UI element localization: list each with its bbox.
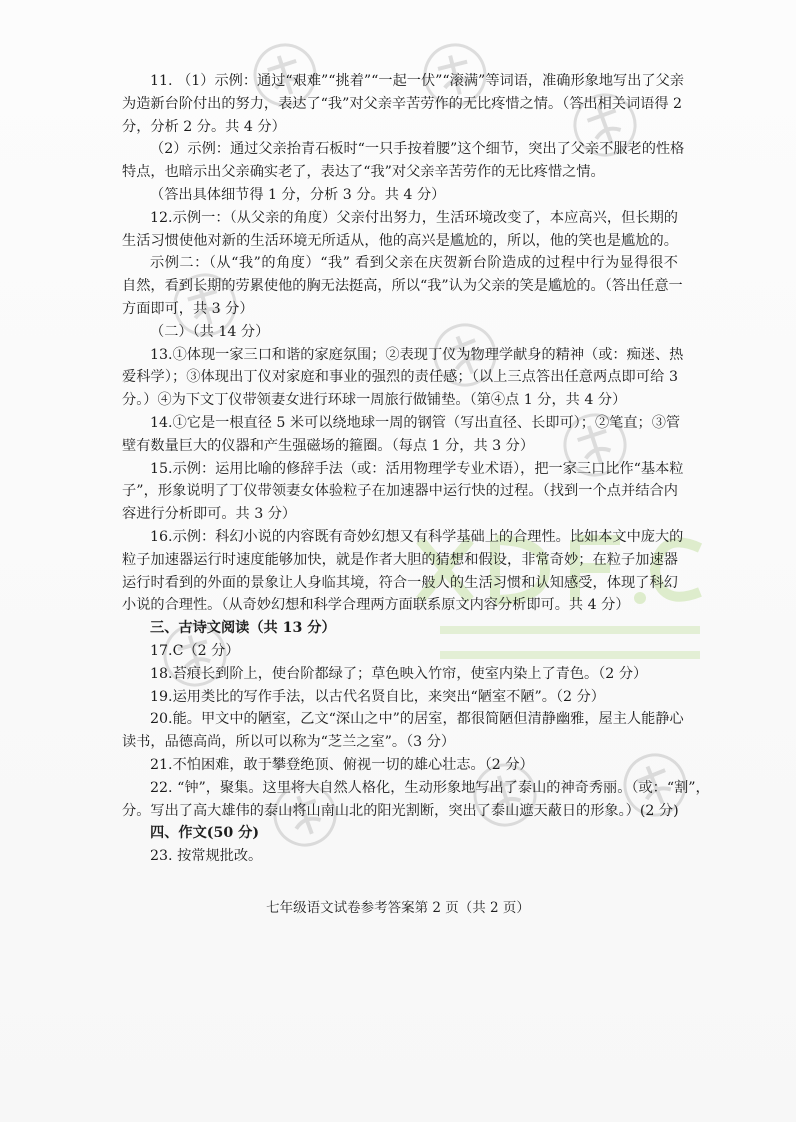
text-line: 为造新台阶付出的努力，表达了“我”对父亲辛苦劳作的无比疼惜之情。（答出相关词语得 2 bbox=[122, 95, 683, 112]
answer-content bbox=[122, 70, 710, 868]
text-line: 壁有数量巨大的仪器和产生强磁场的箍圈。（每点 1 分，共 3 分） bbox=[122, 437, 535, 454]
text-line: 爱科学）；③体现出丁仪对家庭和事业的强烈的责任感；（以上三点答出任意两点即可给 3 bbox=[122, 369, 678, 386]
answer-q22 bbox=[122, 777, 710, 823]
answer-q19: 19.运用类比的写作手法，以古代名贤自比，来突出“陋室不陋”。（2 分） bbox=[150, 688, 605, 705]
answer-q20 bbox=[122, 708, 684, 754]
text-line: 13.①体现一家三口和谐的家庭氛围；②表现丁仪为物理学献身的精神（或：痴迷、热 bbox=[150, 346, 684, 363]
text-line: 生活习惯使他对新的生活环境无所适从，他的高兴是尴尬的，所以，他的笑也是尴尬的。 bbox=[122, 232, 678, 249]
answer-q14 bbox=[122, 412, 681, 458]
text-line: 分。写出了高大雄伟的泰山将山南山北的阳光割断，突出了泰山遮天蔽日的形象。）(2 分) bbox=[122, 802, 679, 819]
answer-q17: 17.C（2 分） bbox=[150, 642, 240, 659]
text-line: 14.①它是一根直径 5 米可以绕地球一周的钢管（写出直径、长即可）；②笔直；③管 bbox=[150, 414, 681, 431]
text-line: 容进行分析即可。共 3 分） bbox=[122, 506, 297, 523]
text-line: 自然，看到长期的劳累使他的胸无法挺高，所以“我”认为父亲的笑是尴尬的。（答出任意一 bbox=[122, 278, 683, 295]
answer-q12-example2 bbox=[122, 252, 683, 320]
text-line: 小说的合理性。（从奇妙幻想和科学合理两方面联系原文内容分析即可。共 4 分） bbox=[122, 597, 630, 614]
text-line: 20.能。甲文中的陋室，乙文“深山之中”的居室，都很简陋但清静幽雅，屋主人能静心 bbox=[150, 711, 684, 728]
answer-q13 bbox=[122, 344, 684, 412]
text-line: （2）示例：通过父亲抬青石板时“一只手按着腰”这个细节，突出了父亲不服老的性格 bbox=[150, 141, 685, 158]
text-line: 子”，形象说明了丁仪带领妻女体验粒子在加速器中运行快的过程。（找到一个点并结合内 bbox=[122, 483, 678, 500]
text-line: 16.示例：科幻小说的内容既有奇妙幻想又有科学基础上的合理性。比如本文中庞大的 bbox=[150, 528, 684, 545]
text-line: 粒子加速器运行时速度能够加快，就是作者大胆的猜想和假设，非常奇妙；在粒子加速器 bbox=[122, 551, 678, 568]
text-line: 运行时看到的外面的景象让人身临其境，符合一般人的生活习惯和认知感受，体现了科幻 bbox=[122, 574, 678, 591]
answer-q12-example1 bbox=[122, 207, 678, 253]
answer-q18: 18.苔痕长到阶上，使台阶都绿了；草色映入竹帘，使室内染上了青色。（2 分） bbox=[150, 665, 648, 682]
text-line: 15.示例：运用比喻的修辞手法（或：活用物理学专业术语），把一家三口比作“基本粒 bbox=[150, 460, 684, 477]
text-line: 分，分析 2 分。共 4 分） bbox=[122, 118, 286, 135]
answer-q23: 23. 按常规批改。 bbox=[150, 848, 263, 865]
answer-q16 bbox=[122, 526, 684, 617]
section-heading-part2: （二）（共 14 分） bbox=[150, 323, 270, 340]
text-line: 特点，也暗示出父亲确实老了，表达了“我”对父亲辛苦劳作的无比疼惜之情。 bbox=[122, 164, 605, 181]
text-line: 12.示例一：（从父亲的角度）父亲付出努力，生活环境改变了，本应高兴，但长期的 bbox=[150, 209, 678, 226]
text-line: 方面即可，共 3 分） bbox=[122, 300, 254, 317]
section-heading-part4: 四、作文(50 分) bbox=[150, 825, 260, 842]
answer-q11-1 bbox=[122, 70, 684, 138]
answer-q21: 21.不怕困难，敢于攀登绝顶、俯视一切的雄心壮志。（2 分） bbox=[150, 756, 534, 773]
text-line: 11. （1）示例：通过“艰难”“挑着”“一起一伏”“滚满”等词语，准确形象地写出了父亲 bbox=[150, 73, 684, 89]
text-line: 分。）④为下文丁仪带领妻女进行环球一周旅行做铺垫。（第④点 1 分，共 4 分） bbox=[122, 392, 627, 409]
text-line: 22. “钟”，聚集。这里将大自然人格化，生动形象地写出了泰山的神奇秀丽。（或：“割”， bbox=[150, 779, 710, 796]
text-line: （答出具体细节得 1 分，分析 3 分。共 4 分） bbox=[150, 186, 446, 203]
text-line: 读书，品德高尚，所以可以称为“芝兰之室”。（3 分） bbox=[122, 734, 456, 751]
page-footer: 七年级语文试卷参考答案第 2 页（共 2 页） bbox=[266, 900, 530, 916]
answer-q15 bbox=[122, 458, 684, 526]
answer-q11-2 bbox=[122, 138, 685, 206]
text-line: 示例二：（从“我”的角度）“我” 看到父亲在庆贺新台阶造成的过程中行为显得很不 bbox=[150, 255, 678, 272]
section-heading-part3: 三、古诗文阅读（共 13 分） bbox=[150, 620, 336, 637]
